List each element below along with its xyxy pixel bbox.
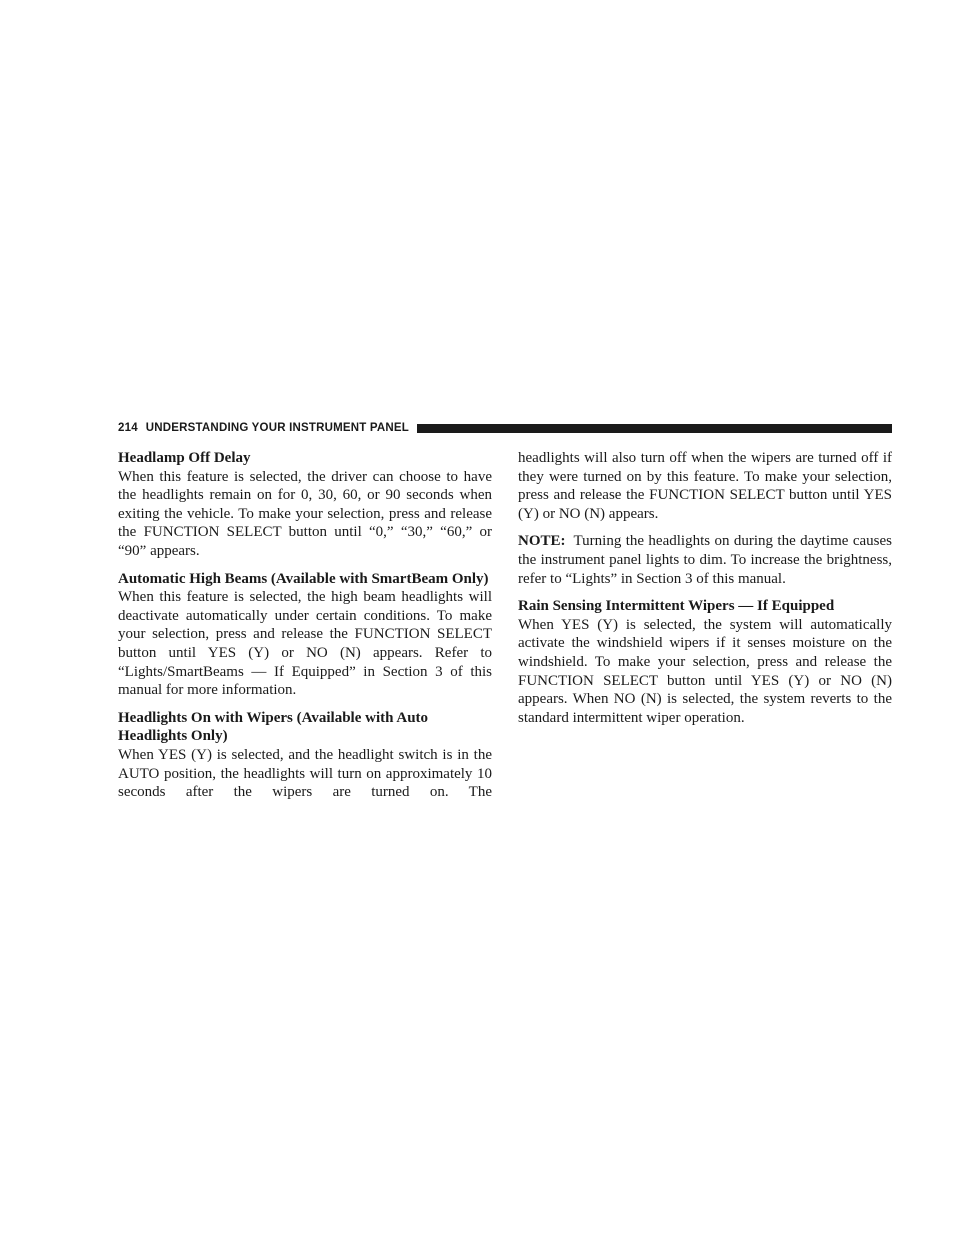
page-header <box>118 420 892 436</box>
automatic-high-beams-body: When this feature is selected, the high beam headlights will deactivate automatically under certain conditions. To make your selection, press and release the FUNCTION SELECT button until YES (Y) or NO (N) appears. Refer to “Lights/SmartBeams — If Equipped” in Section 3 of this manual for more information. <box>118 589 492 699</box>
headlights-on-with-wipers-heading: Headlights On with Wipers (Available with Auto Headlights Only) <box>118 709 429 745</box>
automatic-high-beams-heading: Automatic High Beams (Available with SmartBeam Only) <box>118 570 489 587</box>
rain-sensing-wipers-body: When YES (Y) is selected, the system will automatically activate the windshield wipers if it senses moisture on the windshield. To make your selection, press and release the FUNCTION SELECT button until YES (Y) or NO (N) appears. When NO (N) is selected, the system reverts to the standard intermittent wiper operation. <box>518 616 892 726</box>
headlamp-off-delay-body: When this feature is selected, the driver can choose to have the headlights remain on for 0, 30, 60, or 90 seconds when exiting the vehicle. To make your selection, press and release the FUNCTION SELECT button until “0,” “30,” “60,” or “90” appears. <box>118 468 492 559</box>
headlamp-off-delay-heading: Headlamp Off Delay <box>118 450 251 466</box>
page-number: 214 <box>118 422 138 434</box>
note-label: NOTE: <box>518 533 566 550</box>
rain-sensing-wipers-heading: Rain Sensing Intermittent Wipers — If Equipped <box>518 598 835 615</box>
headlights-on-with-wipers-body: When YES (Y) is selected, and the headlight switch is in the AUTO position, the headlights will turn on approximately 10 seconds after the wipers are turned on. The <box>118 746 492 801</box>
left-column <box>118 449 492 802</box>
right-column <box>518 449 892 727</box>
headlights-on-with-wipers-body-continued: headlights will also turn off when the wipers are turned off if they were turned on by this feature. To make your selection, press and release the FUNCTION SELECT button until YES (Y) or NO (N) appears. <box>518 450 892 522</box>
header-rule <box>417 424 892 433</box>
note-paragraph <box>518 532 892 588</box>
running-title: UNDERSTANDING YOUR INSTRUMENT PANEL <box>145 422 409 434</box>
note-text: Turning the headlights on during the daytime causes the instrument panel lights to dim. To increase the brightness, refer to “Lights” in Section 3 of this manual. <box>518 533 892 587</box>
